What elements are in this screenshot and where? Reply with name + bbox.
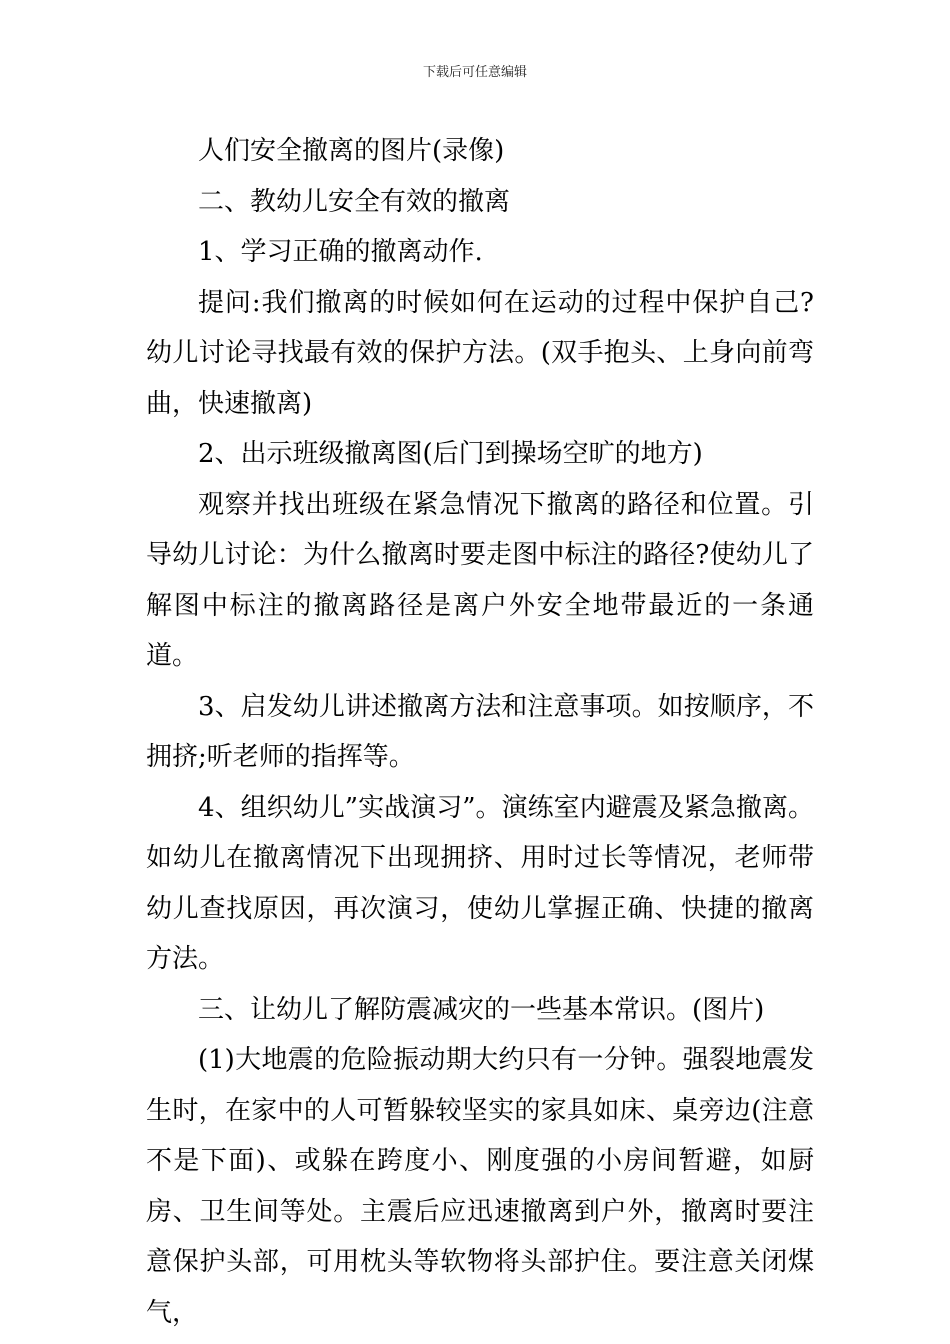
paragraph-observe-route: 观察并找出班级在紧急情况下撤离的路径和位置。引导幼儿讨论：为什么撤离时要走图中标注的路径?使幼儿了解图中标注的撤离路径是离户外安全地带最近的一条通道。: [146, 489, 814, 671]
paragraph-intro-images: 人们安全撤离的图片(录像): [198, 136, 505, 166]
paragraph-earthquake-tips: (1)大地震的危险振动期大约只有一分钟。强裂地震发生时，在家中的人可暂躲较坚实的家具如床、桌旁边(注意不是下面)、或躲在跨度小、刚度强的小房间暂避，如厨房、卫生间等处。主震后应迅速撤离到户外，撤离时要注意保护头部，可用枕头等软物将头部护住。要注意关闭煤气，: [146, 1045, 814, 1328]
document-body: [146, 126, 814, 1338]
section-heading-3: 三、让幼儿了解防震减灾的一些基本常识。(图片): [198, 994, 765, 1025]
step-4: 4、组织幼儿”实战演习”。演练室内避震及紧急撤离。如幼儿在撤离情况下出现拥挤、用时过长等情况，老师带幼儿查找原因，再次演习，使幼儿掌握正确、快捷的撤离方法。: [146, 792, 814, 974]
step-2: 2、出示班级撤离图(后门到操场空旷的地方): [198, 439, 703, 469]
step-1: 1、学习正确的撤离动作.: [198, 237, 483, 267]
section-heading-2: 二、教幼儿安全有效的撤离: [198, 186, 511, 217]
page-header: 下载后可任意编辑: [422, 65, 527, 80]
paragraph-question: 提问:我们撤离的时候如何在运动的过程中保护自己?幼儿讨论寻找最有效的保护方法。(双手抱头、上身向前弯曲，快速撤离): [146, 287, 814, 419]
step-3: 3、启发幼儿讲述撤离方法和注意事项。如按顺序，不拥挤;听老师的指挥等。: [146, 691, 814, 772]
